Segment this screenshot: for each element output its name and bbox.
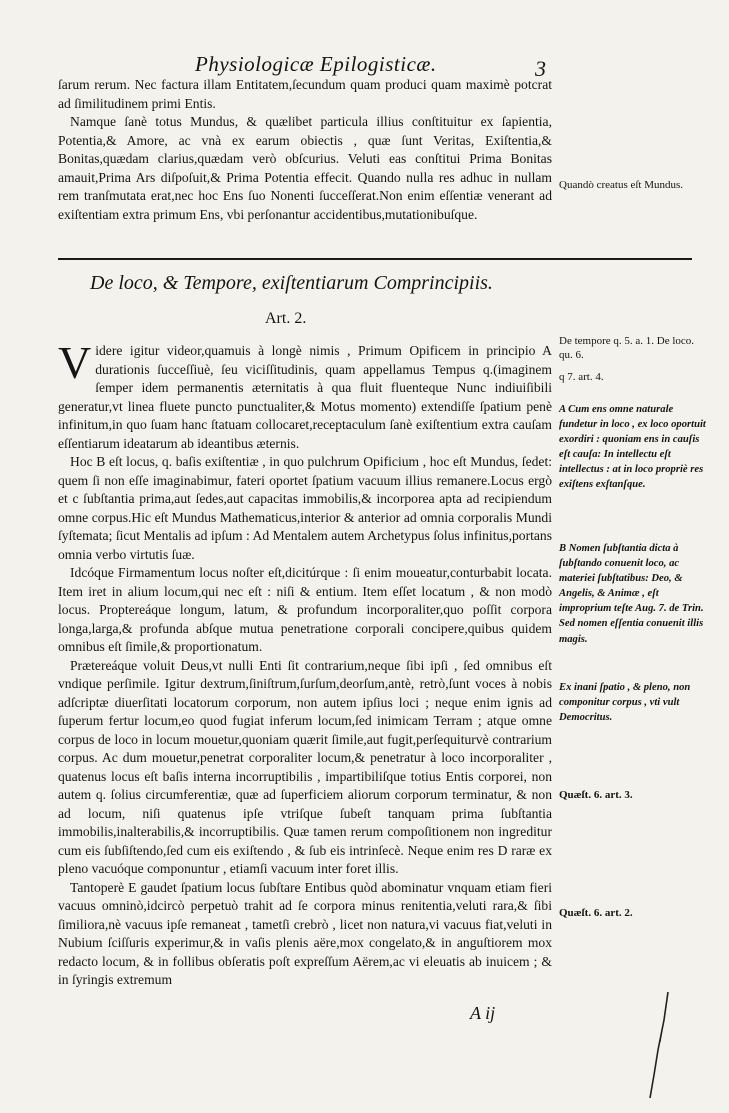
body-paragraph-1-text: idere igitur videor,quamuis à longè nimis , Primum Opificem in principio A durationis ſucceſſiuè, ſeu viciſſitudinis, quam appellamus Tempus q.(imaginem ſemper idem permanentis æternitatis à qua fluit fluenteque Nunc indiuiſibili generatur,vt linea fluete puncto punctualiter,& Motus momento) extendiſſe ſpatium penè infinitum,in quo ſuam hanc ſtatuam collocaret,receptaculum ſanè exiſtentium extra cauſam eſſentiarum ideatarum ab ideantibus æternis. xyxy=(58,343,552,451)
margin-note-a: A Cum ens omne naturale fundetur in loco , ex loco oportuit exordiri : quoniam ens in cauſis eſt cauſa: In intellectu eſt intellectus : at in loco propriè res exiſtens exſtanſque. xyxy=(559,404,706,491)
top-paragraph-2: Namque ſanè totus Mundus, & quælibet particula illius conſtituitur ex ſapientia, Potentia,& Amore, ac vnà ex earum obiectis , quæ ſunt Veritas, Exiſtentia,& Bonitas,quædam clarius,quædam verò obſcurius. Veluti eas conſtitui Prima Bonitas amauit,Prima Ars diſpoſuit,& Prima Potentia effecit. Quando nulla res adhuc in nullam rem tranſmutata erat,nec hoc Ens ſuo Nonenti ſucceſſerat.Non enim eſſentiæ venerant ad exiſtentiam extra primum Ens, vbi perſonantur accidentibus,mutationibuſque. xyxy=(58,114,552,222)
margin-note-b: B Nomen ſubſtantia dicta à ſubſtando conuenit loco, ac materiei ſubſtatibus: Deo, & Angelis, & Animæ , eſt improprium teſte Aug. 7. de Trin. Sed nomen eſſentia conuenit illis magis. xyxy=(559,543,704,645)
margin-note-q7: q 7. art. 4. xyxy=(559,371,604,383)
signature-mark: A ij xyxy=(470,1003,496,1023)
ink-stroke-mark xyxy=(640,990,680,1100)
page-number: 3 xyxy=(535,56,546,81)
dropcap-letter: V xyxy=(58,337,92,388)
top-text-block xyxy=(58,76,552,224)
article-label: Art. 2. xyxy=(265,310,307,327)
margin-note-democritus: Ex inani ſpatio , & pleno, non componitur corpus , vti vult Democritus. xyxy=(559,682,691,724)
body-paragraph-1 xyxy=(58,337,552,453)
margin-note-mundus: Quandò creatus eſt Mundus. xyxy=(559,179,684,191)
section-rule xyxy=(58,258,692,260)
body-paragraph-3: Idcóque Firmamentum locus noſter eſt,dicitúrque : ſi enim moueatur,conturbabit locata. Item iret in alium locum,qui nec eſt : niſi & entium. Item eſſet locatum , & non modò locus. Proptereáque longum, latum, & profundum incorporaliter,quo poſſit corpora longa,larga,& profunda abſque mutua penetratione corporali concipere,quibus quidem omnibus eſt ſimile,& proportionatum. xyxy=(58,565,552,654)
body-paragraph-2: Hoc B eſt locus, q. baſis exiſtentiæ , in quo pulchrum Opificium , hoc eſt Mundus, ſedet: quem ſi non eſſe imaginabimur, fateri oportet ſpatium vacuum illius remanere.Locus ergò et c ſubſtantia prima,aut ſedes,aut capacitas immobilis,& incorporea apta ad recipiendum omne corpus.Hic eſt Mundus Mathematicus,interior & anterior ad omnia corporalis Mundi ſyſtemata; ſicut Mentalis ad ipſum : Ad Mentalem autem Archetypus ſolus infinitus,portans omnia verbo virtutis ſuæ. xyxy=(58,454,552,562)
margin-note-quaest-6-3: Quæſt. 6. art. 3. xyxy=(559,789,633,801)
margin-note-tempore: De tempore q. 5. a. 1. De loco. qu. 6. xyxy=(559,335,695,361)
body-paragraph-4: Prætereáque voluit Deus,vt nulli Enti ſit contrarium,neque ſibi ipſi , ſed omnibus eſt vndique perſimile. Igitur dextrum,ſiniſtrum,ſurſum,deorſum,antè, retrò,ſunt voces à nobis adſcriptæ diuerſitati locatorum corporum, non autem ipſius loci ; neque enim ignis ad ſuperum fertur locum,eo quod fugiat inferum locum,ſed inimicam Terram ; atque omne corpus de loco in locum mouetur,quoniam quærit ſimile,aut fugit,perſequiturvè contrarium corpus. Ac dum mouetur,penetrat corporaliter locum,& penetratur à loco incorporaliter , quatenus locus eſt baſis interna incorruptibilis , impartibiliſque totius Entis corporei, non autem q. ſolius circumferentiæ, quæ ad ſuperficiem aliorum corporum terminatur, & non ad locum, niſi quatenus ipſe vtriſque ſubeſt tanquam prima ſubſtantia immobilis,inalterabilis,& incorruptibilis. Quæ tamen rerum compoſitionem non ingreditur cum eis ſubſiſtendo,ſed cum eis exiſtendo , & ſub eis intrinſecè. Neque enim res D raræ ex pleno vacuóque componuntur , etiamſi vacuum inter foret illis. xyxy=(58,657,552,876)
running-head: Physiologicæ Epilogisticæ. xyxy=(195,52,437,76)
body-paragraph-5: Tantoperè E gaudet ſpatium locus ſubſtare Entibus quòd abominatur vnquam etiam fieri vacuus omninò,idcircò perpetuò trahit ad ſe corpora minus renitentia,veluti rara,& ſibi ſimiliora,nè vacuus ipſe remaneat , tametſi crebrò , licet non natura,vi vacuus fiat,veluti in Nubium ſciſſuris experimur,& in vaſis plenis aëre,mox congelato,& in anguſtiorem mox redacto locum, & in follibus obſeratis poſt expreſſum Aërem,ac vi eleuatis ab inuicem ; & in ſyringis extremum xyxy=(58,879,552,987)
section-title: De loco, & Tempore, exiſtentiarum Comprincipiis. xyxy=(90,272,493,294)
top-paragraph-1: ſarum rerum. Nec factura illam Entitatem,ſecundum quam produci quam maximè potcrat ad ſimilitudinem primi Entis. xyxy=(58,77,552,111)
margin-note-quaest-6-2: Quæſt. 6. art. 2. xyxy=(559,907,633,919)
body-text-block xyxy=(58,337,552,990)
